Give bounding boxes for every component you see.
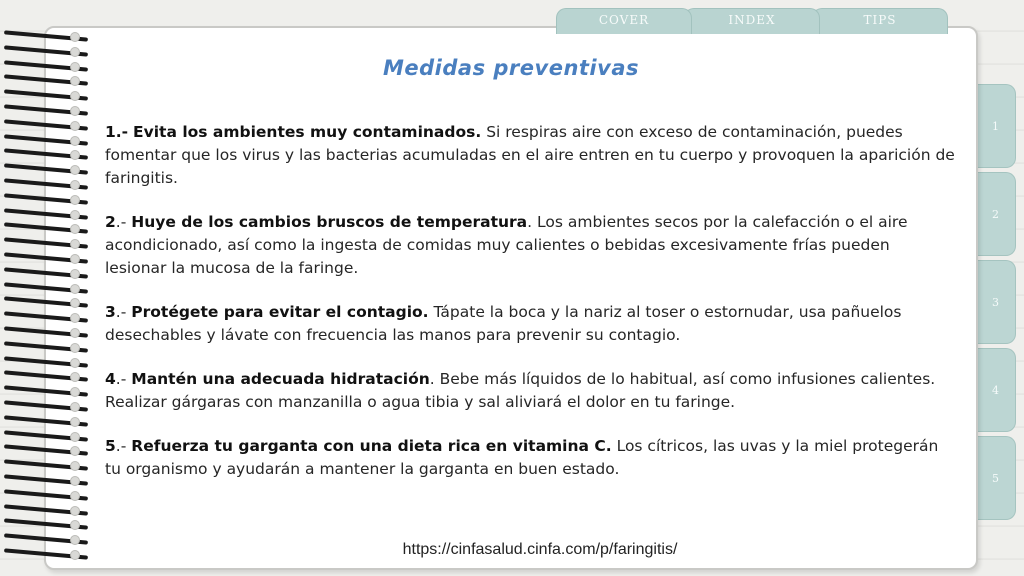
- side-tabs: [976, 84, 1020, 526]
- item-heading: Refuerza tu garganta con una dieta rica en vitamina C.: [131, 437, 612, 455]
- item-text: . Los ambientes secos por la calefacción o el aire acondicionado, así como la ingesta de comidas muy calientes o bebidas excesivamente frías pueden lesionar la mucosa de la faringe.: [105, 213, 908, 277]
- spiral-coil: [0, 548, 92, 562]
- item-text: Tápate la boca y la nariz al toser o estornudar, usa pañuelos desechables y lávate con frecuencia las manos para prevenir su contagio.: [105, 303, 902, 344]
- spiral-coil: [0, 489, 92, 503]
- item-heading: Protégete para evitar el contagio.: [131, 303, 429, 321]
- side-tab-4[interactable]: 4: [976, 348, 1016, 432]
- spiral-coil: [0, 252, 92, 266]
- list-item: [105, 368, 955, 414]
- top-tabs: [556, 8, 948, 34]
- item-number: 2: [105, 213, 116, 231]
- spiral-coil: [0, 459, 92, 473]
- item-number: 5: [105, 437, 116, 455]
- item-heading: Evita los ambientes muy contaminados.: [133, 123, 482, 141]
- list-item: [105, 121, 955, 190]
- spiral-coil: [0, 282, 92, 296]
- spiral-coil: [0, 326, 92, 340]
- spiral-coil: [0, 400, 92, 414]
- spiral-coil: [0, 104, 92, 118]
- spiral-coil: [0, 134, 92, 148]
- side-tab-2[interactable]: 2: [976, 172, 1016, 256]
- spiral-coil: [0, 148, 92, 162]
- spiral-coil: [0, 504, 92, 518]
- spiral-binding: [0, 26, 92, 570]
- item-number: 4: [105, 370, 116, 388]
- spiral-coil: [0, 30, 92, 44]
- spiral-coil: [0, 385, 92, 399]
- spiral-coil: [0, 89, 92, 103]
- side-tab-1[interactable]: 1: [976, 84, 1016, 168]
- item-number: 3: [105, 303, 116, 321]
- spiral-coil: [0, 415, 92, 429]
- spiral-coil: [0, 296, 92, 310]
- spiral-coil: [0, 444, 92, 458]
- item-separator: .-: [115, 303, 127, 321]
- spiral-coil: [0, 163, 92, 177]
- spiral-coil: [0, 341, 92, 355]
- item-separator: .-: [115, 213, 127, 231]
- page-title: Medidas preventivas: [383, 56, 639, 80]
- spiral-coil: [0, 193, 92, 207]
- tips-list: [105, 121, 955, 502]
- item-text: Si respiras aire con exceso de contaminación, puedes fomentar que los virus y las bacterias acumuladas en el aire entren en tu cuerpo y provoquen la aparición de faringitis.: [105, 123, 955, 187]
- source-link[interactable]: https://cinfasalud.cinfa.com/p/faringitis/: [402, 541, 678, 558]
- spiral-coil: [0, 430, 92, 444]
- list-item: [105, 211, 955, 280]
- item-text: . Bebe más líquidos de lo habitual, así como infusiones calientes. Realizar gárgaras con manzanilla o agua tibia y sal aliviará el dolor en tu faringe.: [105, 370, 936, 411]
- tab-tips[interactable]: TIPS: [812, 8, 948, 34]
- spiral-coil: [0, 222, 92, 236]
- item-heading: Huye de los cambios bruscos de temperatura: [131, 213, 528, 231]
- spiral-coil: [0, 474, 92, 488]
- tab-cover[interactable]: COVER: [556, 8, 692, 34]
- spiral-coil: [0, 178, 92, 192]
- list-item: [105, 435, 955, 481]
- item-text: Los cítricos, las uvas y la miel protegerán tu organismo y ayudarán a mantener la garganta en buen estado.: [105, 437, 939, 478]
- spiral-coil: [0, 311, 92, 325]
- tab-index[interactable]: INDEX: [684, 8, 820, 34]
- item-number: 1.-: [105, 123, 129, 141]
- spiral-coil: [0, 533, 92, 547]
- spiral-coil: [0, 208, 92, 222]
- spiral-coil: [0, 356, 92, 370]
- side-tab-3[interactable]: 3: [976, 260, 1016, 344]
- spiral-coil: [0, 370, 92, 384]
- spiral-coil: [0, 267, 92, 281]
- spiral-coil: [0, 119, 92, 133]
- item-separator: .-: [115, 437, 127, 455]
- spiral-coil: [0, 518, 92, 532]
- item-separator: .-: [115, 370, 127, 388]
- spiral-coil: [0, 237, 92, 251]
- list-item: [105, 301, 955, 347]
- item-heading: Mantén una adecuada hidratación: [131, 370, 430, 388]
- side-tab-5[interactable]: 5: [976, 436, 1016, 520]
